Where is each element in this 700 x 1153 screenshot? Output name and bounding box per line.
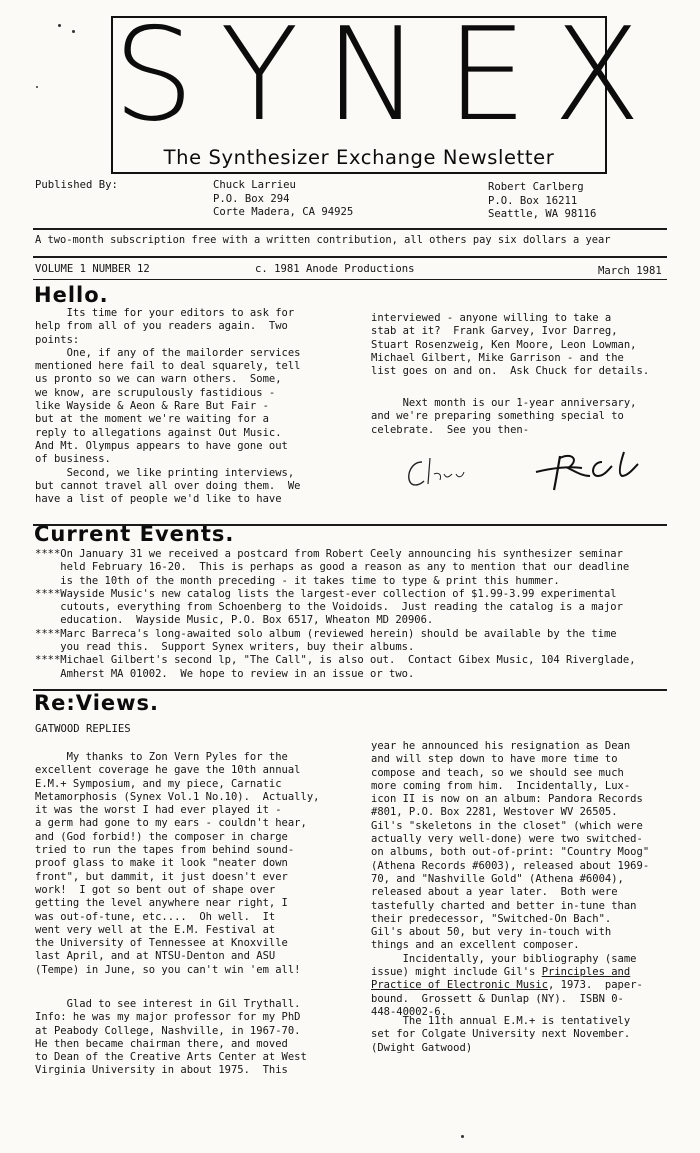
paper-speck (58, 24, 61, 27)
text-line: of business. (35, 453, 111, 466)
text-line: The 11th annual E.M.+ is tentatively (371, 1015, 631, 1027)
text-line: Metamorphosis (Synex Vol.1 No.10). Actually, (35, 790, 320, 803)
text-line: front", but dammit, it just doesn't ever (35, 870, 288, 883)
text-line: tastefully charted and better in-tune than (371, 899, 637, 912)
bibliography-line-2 (371, 979, 649, 992)
text-line: bound. Grossett & Dunlap (NY). ISBN 0- (371, 992, 624, 1005)
published-by-label: Published By: (35, 179, 118, 191)
editor-1-address (213, 179, 353, 220)
text-line: Next month is our 1-year anniversary, (371, 397, 637, 409)
text-line: Second, we like printing interviews, (35, 466, 295, 479)
text-fragment: issue) might include Gil's (371, 966, 542, 979)
reviews-subheading: GATWOOD REPLIES (35, 723, 131, 735)
text-line: #801, P.O. Box 2281, Westover WV 26505. (371, 806, 618, 819)
text-line: we know, are scrupulously fastidious - (35, 386, 276, 399)
text-line: Gil's "skeletons in the closet" (which were (371, 819, 643, 832)
event-line: ****On January 31 we received a postcard from Robert Ceely announcing his synthesizer seminar (35, 548, 623, 560)
text-fragment: , 1973. paper- (548, 979, 643, 992)
text-line: celebrate. See you then- (371, 423, 530, 436)
text-line: but at the moment we're waiting for a (35, 413, 269, 426)
editor-2-address (488, 181, 596, 222)
text-line: set for Colgate University next November. (371, 1028, 631, 1041)
text-line: last April, and at NTSU-Denton and ASU (35, 950, 276, 963)
text-line: Gil's about 50, but very in-touch with (371, 926, 612, 939)
text-line: was out-of-tune, etc.... Oh well. It (35, 910, 276, 923)
top-rule (33, 228, 667, 230)
text-line: (Dwight Gatwood) (371, 1041, 473, 1054)
hello-left-column (35, 307, 301, 506)
event-line: Amherst MA 01002. We hope to review in an issue or two. (35, 667, 415, 680)
text-line: (Athena Records #6003), released about 1969- (371, 859, 650, 872)
subscription-rule (33, 256, 667, 258)
text-line: points: (35, 333, 80, 346)
text-line: things and an excellent composer. (371, 939, 580, 952)
event-line: ****Marc Barreca's long-awaited solo album (reviewed herein) should be available by the time (35, 627, 617, 640)
editor-1-street: P.O. Box 294 (213, 192, 290, 205)
text-line: Its time for your editors to ask for (35, 307, 295, 319)
masthead-subtitle: The Synthesizer Exchange Newsletter (163, 146, 555, 169)
reviews-heading: Re:Views. (34, 691, 160, 715)
text-line: more coming from him. Incidentally, Lux- (371, 779, 631, 792)
book-title-underlined: Practice of Electronic Music (371, 979, 549, 992)
text-line: icon II is now on an album: Pandora Records (371, 793, 643, 806)
event-line: you read this. Support Synex writers, buy their albums. (35, 641, 415, 654)
text-line: stab at it? Frank Garvey, Ivor Darreg, (371, 325, 618, 338)
masthead-title: SYNEX (113, 1, 667, 150)
editor-2-name: Robert Carlberg (488, 181, 584, 193)
text-line: at Peabody College, Nashville, in 1967-70. (35, 1024, 301, 1037)
text-line: like Wayside & Aeon & Rare But Fair - (35, 400, 269, 413)
text-line: on albums, both out-of-print: "Country Moog" (371, 846, 650, 859)
text-line: proof glass to make it look "neater down (35, 857, 288, 870)
text-line: Stuart Rosenzweig, Ken Moore, Leon Lowman, (371, 338, 637, 351)
text-line: and we're preparing something special to (371, 410, 624, 423)
text-line: list goes on and on. Ask Chuck for details. (371, 365, 650, 378)
book-title-underlined: Principles and (541, 966, 631, 979)
chuck-signature-image (400, 452, 480, 492)
text-line: Info: he was my major professor for my PhD (35, 1011, 301, 1024)
text-line: and (God forbid!) the composer in charge (35, 830, 288, 843)
text-line: us pronto so we can warn others. Some, (35, 373, 282, 386)
text-line: their predecessor, "Switched-On Bach". (371, 912, 612, 925)
bibliography-line-1 (371, 966, 649, 979)
editor-1-name: Chuck Larrieu (213, 179, 296, 191)
editor-2-street: P.O. Box 16211 (488, 194, 578, 207)
text-line: the University of Tennessee at Knoxville (35, 937, 288, 950)
text-line: interviewed - anyone willing to take a (371, 312, 612, 324)
text-line: tried to run the tapes from behind sound- (35, 844, 295, 857)
text-line: 448-40002-6. (371, 1005, 447, 1018)
text-line: excellent coverage he gave the 10th annual (35, 764, 301, 777)
event-line: held February 16-20. This is perhaps as good a reason as any to mention that our deadline (35, 561, 630, 574)
text-line: E.M.+ Symposium, and my piece, Carnatic (35, 777, 282, 790)
event-line: cutouts, everything from Schoenberg to the Voidoids. Just reading the catalog is a major (35, 601, 623, 614)
text-line: (Tempe) in June, so you can't win 'em all! (35, 963, 301, 976)
rcc-signature-image (532, 446, 642, 494)
text-line: help from all of you readers again. Two (35, 320, 288, 333)
text-line: reply to allegations against Out Music. (35, 426, 282, 439)
paper-speck (461, 1135, 464, 1138)
text-line: actually very well-done) were two switched- (371, 833, 643, 846)
issue-volume: VOLUME 1 NUMBER 12 (35, 263, 150, 275)
text-line: And Mt. Olympus appears to have gone out (35, 439, 288, 452)
text-line: He then became chairman there, and moved (35, 1037, 288, 1050)
text-line: getting the level anywhere near right, I (35, 897, 288, 910)
issue-date: March 1981 (598, 265, 662, 277)
event-line: ****Wayside Music's new catalog lists the largest-ever collection of $1.99-3.99 experimental (35, 587, 617, 600)
subscription-note: A two-month subscription free with a written contribution, all others pay six dollars a year (35, 234, 611, 246)
current-events-list (35, 548, 636, 681)
reviews-right-column-1 (371, 740, 649, 1019)
text-line: year he announced his resignation as Dean (371, 740, 631, 752)
editor-1-city: Corte Madera, CA 94925 (213, 206, 354, 219)
event-line: is the 10th of the month preceding - it takes time to type & print this hummer. (35, 574, 560, 587)
paper-speck (72, 30, 75, 33)
text-line: 70, and "Nashville Gold" (Athena #6004), (371, 872, 624, 885)
text-line: to Dean of the Creative Arts Center at West (35, 1051, 307, 1064)
text-line: but cannot travel all over doing them. We (35, 479, 301, 492)
hello-right-column-1 (371, 312, 649, 378)
text-line: it was the worst I had ever played it - (35, 804, 282, 817)
text-line: released about a year later. Both were (371, 886, 618, 899)
event-line: ****Michael Gilbert's second lp, "The Call", is also out. Contact Gibex Music, 104 Riverglade, (35, 654, 636, 667)
issue-copyright: c. 1981 Anode Productions (255, 263, 415, 275)
text-line: Michael Gilbert, Mike Garrison - and the (371, 351, 624, 364)
text-line: work! I got so bent out of shape over (35, 883, 276, 896)
text-line: compose and teach, so we should see much (371, 766, 624, 779)
issue-bar-rule (33, 279, 667, 280)
text-line: mentioned here fail to deal squarely, tell (35, 360, 301, 373)
text-line: Virginia University in about 1975. This (35, 1064, 288, 1077)
text-line: Incidentally, your bibliography (same (371, 952, 637, 965)
reviews-right-column-2 (371, 1015, 630, 1055)
reviews-left-column-2 (35, 998, 307, 1078)
event-line: education. Wayside Music, P.O. Box 6517, Wheaton MD 20906. (35, 614, 434, 627)
paper-speck (36, 86, 38, 88)
text-line: Glad to see interest in Gil Trythall. (35, 998, 301, 1010)
reviews-left-column-1 (35, 751, 319, 977)
text-line: My thanks to Zon Vern Pyles for the (35, 751, 288, 763)
text-line: One, if any of the mailorder services (35, 346, 301, 359)
text-line: and will step down to have more time to (371, 753, 618, 766)
hello-heading: Hello. (34, 283, 109, 307)
text-line: went very well at the E.M. Festival at (35, 923, 276, 936)
text-line: have a list of people we'd like to have (35, 493, 282, 506)
hello-right-column-2 (371, 397, 637, 437)
current-events-heading: Current Events. (34, 522, 235, 546)
editor-2-city: Seattle, WA 98116 (488, 208, 597, 221)
text-line: a germ had gone to my ears - couldn't hear, (35, 817, 307, 830)
